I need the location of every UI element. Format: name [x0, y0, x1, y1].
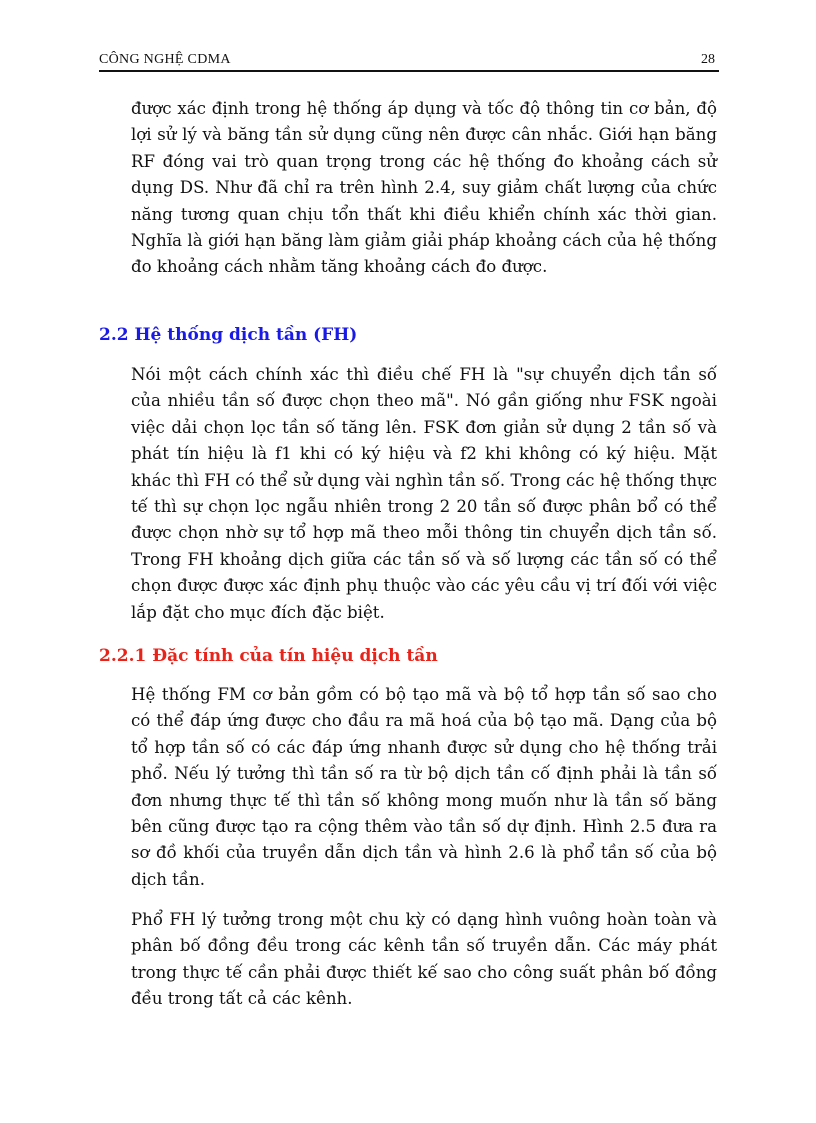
paragraph-fh-definition: Nói một cách chính xác thì điều chế FH là "sự chuyển dịch tần số của nhiều tần số được chọn theo mã". Nó gần giống như FSK ngoài việc dải chọn lọc tần số tăng lên. FSK đơn giản sử dụng 2 tần số và phát tín hiệu là f1 khi có ký hiệu và f2 khi không có ký hiệu. Mặt khác thì FH có thể sử dụng vài nghìn tần số. Trong các hệ thống thực tế thì sự chọn lọc ngẫu nhiên trong 2 20 tần số được phân bổ có thể được chọn nhờ sự tổ hợp mã theo mỗi thông tin chuyển dịch tần số. Trong FH khoảng dịch giữa các tần số và số lượng các tần số có thể chọn được được xác định phụ thuộc vào các yêu cầu vị trí đối với việc lắp đặt cho mục đích đặc biệt.	[131, 365, 717, 622]
running-title: CÔNG NGHỆ CDMA	[99, 52, 231, 67]
page-number: 28	[701, 52, 715, 67]
section-heading-2-2-1: 2.2.1 Đặc tính của tín hiệu dịch tần	[99, 646, 438, 666]
page-header	[99, 50, 719, 72]
paragraph-fh-system: Hệ thống FM cơ bản gồm có bộ tạo mã và bộ tổ hợp tần số sao cho có thể đáp ứng được cho đầu ra mã hoá của bộ tạo mã. Dạng của bộ tổ hợp tần số có các đáp ứng nhanh được sử dụng cho hệ thống trải phổ. Nếu lý tưởng thì tần số ra từ bộ dịch tần cố định phải là tần số đơn nhưng thực tế thì tần số không mong muốn như là tần số băng bên cũng được tạo ra cộng thêm vào tần số dự định. Hình 2.5 đưa ra sơ đồ khối của truyền dẫn dịch tần và hình 2.6 là phổ tần số của bộ dịch tần.	[131, 685, 717, 889]
paragraph-intro: được xác định trong hệ thống áp dụng và tốc độ thông tin cơ bản, độ lợi sử lý và băng tần sử dụng cũng nên được cân nhắc. Giới hạn băng RF đóng vai trò quan trọng trong các hệ thống đo khoảng cách sử dụng DS. Như đã chỉ ra trên hình 2.4, suy giảm chất lượng của chức năng tương quan chịu tổn thất khi điều khiển chính xác thời gian. Nghĩa là giới hạn băng làm giảm giải pháp khoảng cách của hệ thống đo khoảng cách nhằm tăng khoảng cách đo được.	[131, 99, 717, 277]
paragraph-fh-spectrum: Phổ FH lý tưởng trong một chu kỳ có dạng hình vuông hoàn toàn và phân bố đồng đều trong các kênh tần số truyền dẫn. Các máy phát trong thực tế cần phải được thiết kế sao cho công suất phân bố đồng đều trong tất cả các kênh.	[131, 910, 717, 1009]
section-heading-2-2: 2.2 Hệ thống dịch tần (FH)	[99, 325, 358, 345]
